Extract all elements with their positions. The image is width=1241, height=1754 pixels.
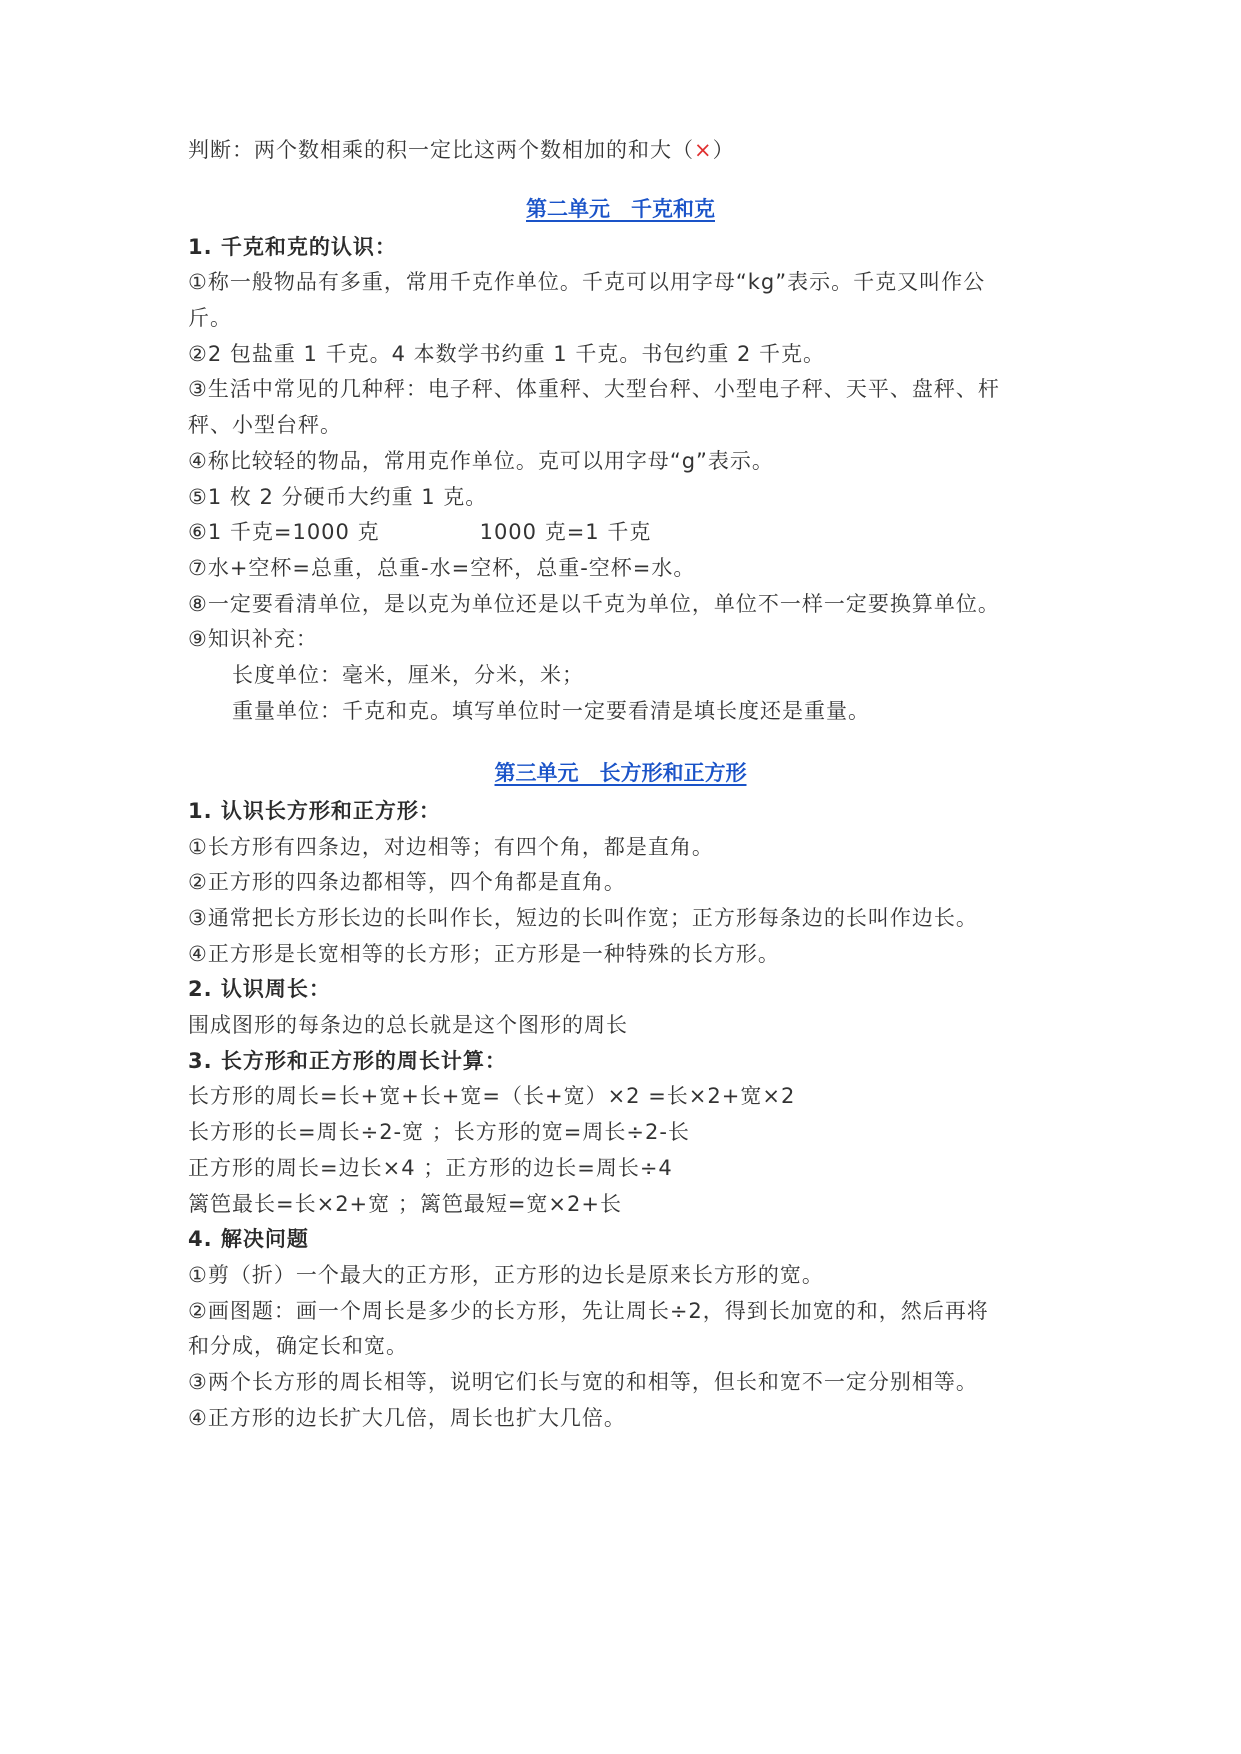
unit2-paragraph: ⑤1 枚 2 分硬币大约重 1 克。 (188, 485, 488, 509)
unit2-paragraph: ④称比较轻的物品，常用克作单位。克可以用字母“g”表示。 (188, 449, 774, 473)
unit3-title: 第三单元 长方形和正方形 (494, 761, 747, 785)
unit2-heading-1: 1. 千克和克的认识： (188, 235, 397, 259)
judgement-text: 判断：两个数相乘的积一定比这两个数相加的和大（ (188, 138, 694, 162)
unit3-heading-2: 2. 认识周长： (188, 977, 331, 1001)
unit3-paragraph: ④正方形是长宽相等的长方形；正方形是一种特殊的长方形。 (188, 942, 780, 966)
unit2-conversion-line (188, 518, 1068, 546)
unit2-paragraph: ②2 包盐重 1 千克。4 本数学书约重 1 千克。书包约重 2 千克。 (188, 342, 826, 366)
unit3-paragraph: ①长方形有四条边，对边相等；有四个角，都是直角。 (188, 835, 714, 859)
unit3-paragraph: 和分成，确定长和宽。 (188, 1334, 408, 1358)
unit3-paragraph: ③通常把长方形长边的长叫作长，短边的长叫作宽；正方形每条边的长叫作边长。 (188, 906, 978, 930)
unit2-paragraph: ⑦水+空杯=总重，总重-水=空杯，总重-空杯=水。 (188, 556, 696, 580)
unit2-paragraph: ⑧一定要看清单位，是以克为单位还是以千克为单位，单位不一样一定要换算单位。 (188, 592, 1000, 616)
unit3-formula: 长方形的长=周长÷2-宽 ；长方形的宽=周长÷2-长 (188, 1120, 690, 1144)
unit3-paragraph: ②画图题：画一个周长是多少的长方形，先让周长÷2，得到长加宽的和，然后再将 (188, 1299, 989, 1323)
unit3-paragraph: ②正方形的四条边都相等，四个角都是直角。 (188, 870, 626, 894)
judgement-line (188, 136, 1068, 164)
wrong-mark: × (694, 138, 713, 162)
unit3-paragraph: ③两个长方形的周长相等，说明它们长与宽的和相等，但长和宽不一定分别相等。 (188, 1370, 978, 1394)
unit3-paragraph: ①剪（折）一个最大的正方形，正方形的边长是原来长方形的宽。 (188, 1263, 824, 1287)
unit3-heading-3: 3. 长方形和正方形的周长计算： (188, 1049, 507, 1073)
unit3-paragraph: ④正方形的边长扩大几倍，周长也扩大几倍。 (188, 1406, 626, 1430)
unit3-formula: 长方形的周长=长+宽+长+宽=（长+宽）×2 =长×2+宽×2 (188, 1084, 796, 1108)
unit2-indented-paragraph: 重量单位：千克和克。填写单位时一定要看清是填长度还是重量。 (232, 699, 870, 723)
unit3-formula: 篱笆最长=长×2+宽 ；篱笆最短=宽×2+长 (188, 1192, 622, 1216)
unit3-heading-1: 1. 认识长方形和正方形： (188, 799, 441, 823)
unit2-paragraph: 斤。 (188, 306, 232, 330)
unit2-paragraph: ⑨知识补充： (188, 627, 318, 651)
unit2-paragraph: 秤、小型台秤。 (188, 413, 342, 437)
unit3-formula: 正方形的周长=边长×4 ；正方形的边长=周长÷4 (188, 1156, 673, 1180)
conversion-kg-to-g: ⑥1 千克=1000 克 (188, 520, 380, 544)
unit2-indented-paragraph: 长度单位：毫米，厘米，分米，米； (232, 663, 584, 687)
unit3-heading-4: 4. 解决问题 (188, 1227, 309, 1251)
unit3-paragraph: 围成图形的每条边的总长就是这个图形的周长 (188, 1013, 628, 1037)
unit2-paragraph: ①称一般物品有多重，常用千克作单位。千克可以用字母“kg”表示。千克又叫作公 (188, 270, 986, 294)
conversion-g-to-kg: 1000 克=1 千克 (479, 520, 652, 544)
unit2-title: 第二单元 千克和克 (526, 197, 715, 221)
judgement-close: ） (712, 138, 735, 162)
unit2-paragraph: ③生活中常见的几种秤：电子秤、体重秤、大型台秤、小型电子秤、天平、盘秤、杆 (188, 377, 1000, 401)
